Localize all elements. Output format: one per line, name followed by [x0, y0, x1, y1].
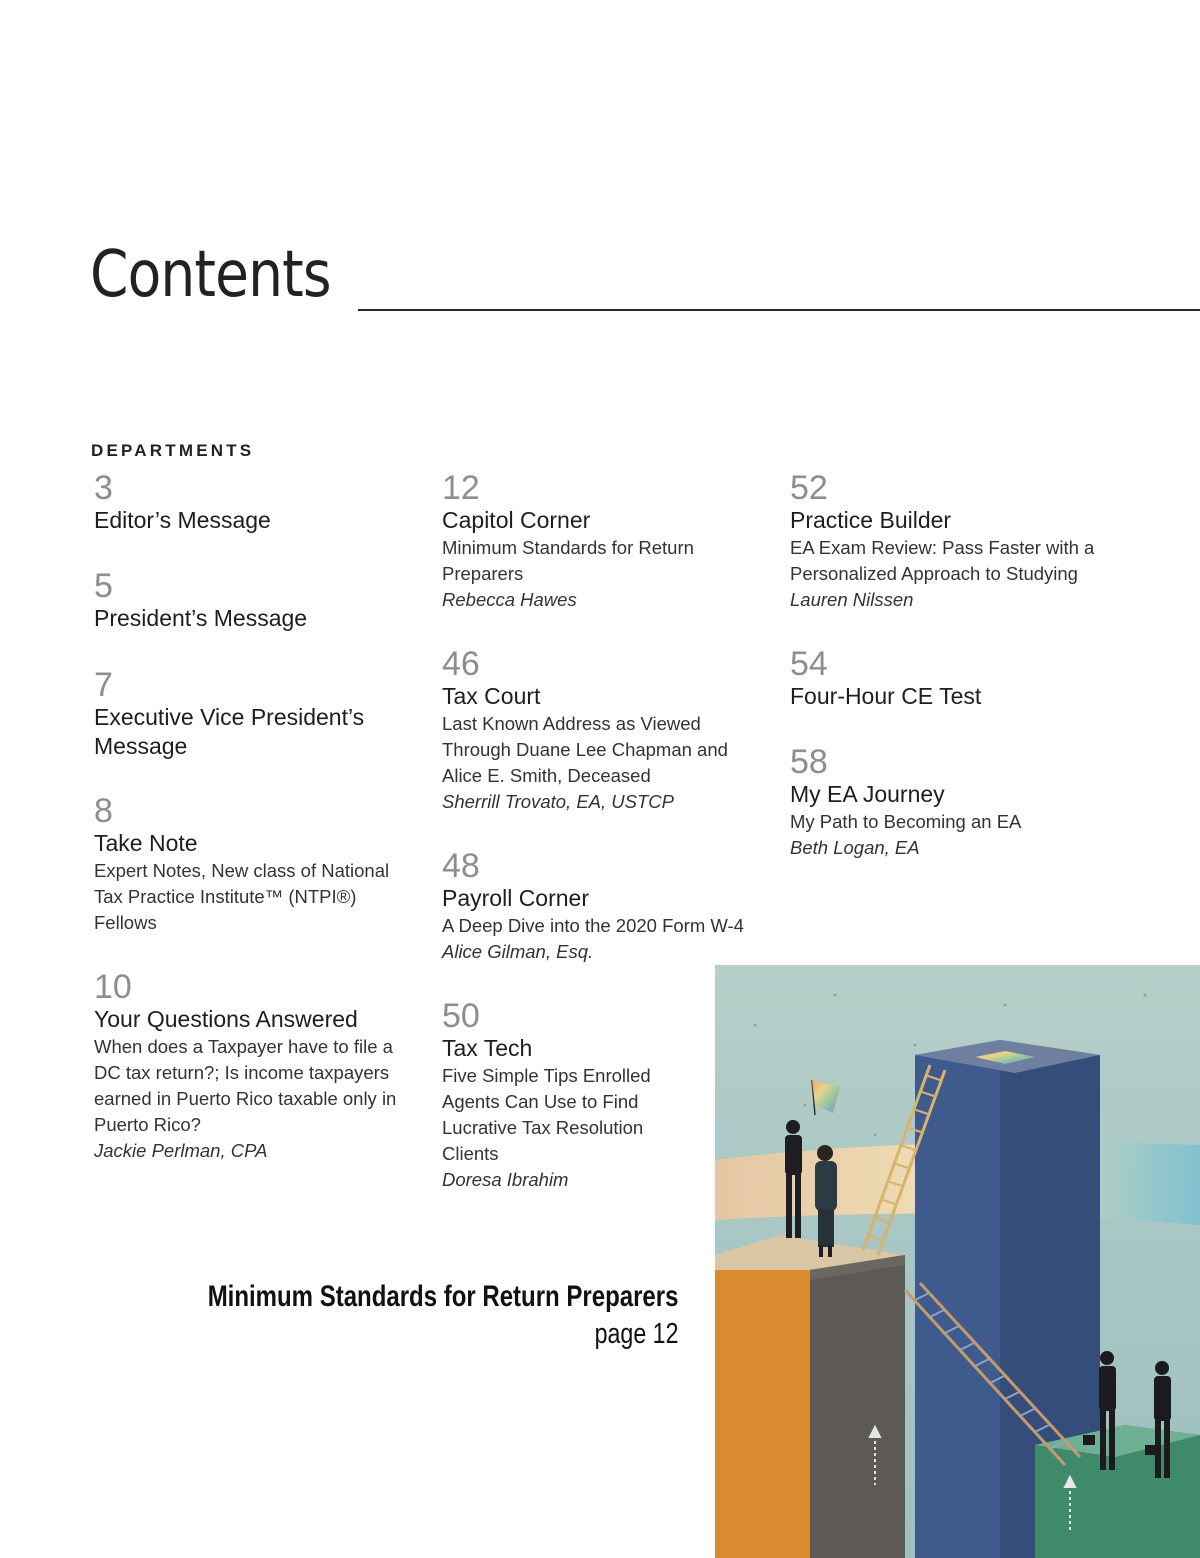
entry-description: Five Simple Tips Enrolled Agents Can Use to Find Lucrative Tax Resolution Clients — [442, 1065, 651, 1164]
entry-author: Rebecca Hawes — [442, 589, 577, 610]
feature-title: Minimum Standards for Return Preparers — [207, 1280, 678, 1313]
entry-author: Alice Gilman, Esq. — [442, 941, 594, 962]
title-rule — [358, 309, 1200, 311]
toc-entry[interactable] — [94, 793, 424, 969]
entry-description: Last Known Address as Viewed Through Duane Lee Chapman and Alice E. Smith, Deceased — [442, 713, 728, 786]
toc-entry[interactable] — [94, 667, 424, 793]
entry-title: Practice Builder — [790, 507, 952, 533]
page-title: Contents — [90, 238, 331, 312]
entry-author: Beth Logan, EA — [790, 837, 920, 858]
entry-description: When does a Taxpayer have to file a DC tax return?; Is income taxpayers earned in Puerto Rico taxable only in Puerto Rico? — [94, 1036, 397, 1135]
toc-entry[interactable] — [442, 646, 772, 848]
entry-description: My Path to Becoming an EA — [790, 811, 1022, 832]
entry-title: President’s Message — [94, 605, 308, 631]
entry-page-number: 7 — [94, 666, 113, 704]
entry-description: EA Exam Review: Pass Faster with a Personalized Approach to Studying — [790, 537, 1095, 584]
entry-title: Your Questions Answered — [94, 1006, 358, 1032]
entry-title: My EA Journey — [790, 781, 945, 807]
orange-block — [715, 1270, 810, 1558]
toc-entry[interactable] — [94, 969, 424, 1164]
entry-page-number: 10 — [94, 968, 132, 1006]
toc-column-3 — [790, 470, 1150, 861]
business-people-ladders-illustration — [715, 965, 1200, 1558]
entry-title: Tax Court — [442, 683, 541, 709]
entry-description: Minimum Standards for Return Preparers — [442, 537, 694, 584]
toc-entry[interactable] — [94, 568, 424, 667]
entry-author: Lauren Nilssen — [790, 589, 914, 610]
entry-page-number: 58 — [790, 743, 828, 781]
toc-entry[interactable] — [94, 470, 424, 568]
entry-author: Jackie Perlman, CPA — [94, 1140, 268, 1161]
entry-page-number: 52 — [790, 469, 828, 507]
entry-description: A Deep Dive into the 2020 Form W-4 — [442, 915, 744, 936]
toc-entry[interactable] — [790, 470, 1150, 646]
gray-block — [810, 1255, 905, 1558]
entry-title: Take Note — [94, 830, 198, 856]
entry-description: Expert Notes, New class of National Tax Practice Institute™ (NTPI®) Fellows — [94, 860, 390, 933]
entry-author: Doresa Ibrahim — [442, 1169, 569, 1190]
entry-title: Editor’s Message — [94, 507, 271, 533]
toc-entry[interactable] — [790, 646, 1150, 744]
entry-title: Payroll Corner — [442, 885, 589, 911]
entry-author: Sherrill Trovato, EA, USTCP — [442, 791, 674, 812]
toc-entry[interactable] — [442, 470, 772, 646]
entry-page-number: 48 — [442, 847, 480, 885]
entry-title: Tax Tech — [442, 1035, 533, 1061]
section-label-departments: DEPARTMENTS — [91, 441, 255, 460]
entry-page-number: 8 — [94, 792, 113, 830]
feature-callout[interactable] — [90, 1278, 678, 1352]
entry-page-number: 46 — [442, 645, 480, 683]
toc-column-1 — [94, 470, 424, 1164]
entry-title: Capitol Corner — [442, 507, 591, 533]
entry-page-number: 50 — [442, 997, 480, 1035]
entry-page-number: 3 — [94, 469, 113, 507]
entry-page-number: 5 — [94, 567, 113, 605]
entry-page-number: 12 — [442, 469, 480, 507]
entry-page-number: 54 — [790, 645, 828, 683]
entry-title: Four-Hour CE Test — [790, 683, 982, 709]
toc-entry[interactable] — [790, 744, 1150, 861]
feature-page: page 12 — [594, 1318, 678, 1350]
entry-title: Executive Vice President’s Message — [94, 704, 365, 759]
